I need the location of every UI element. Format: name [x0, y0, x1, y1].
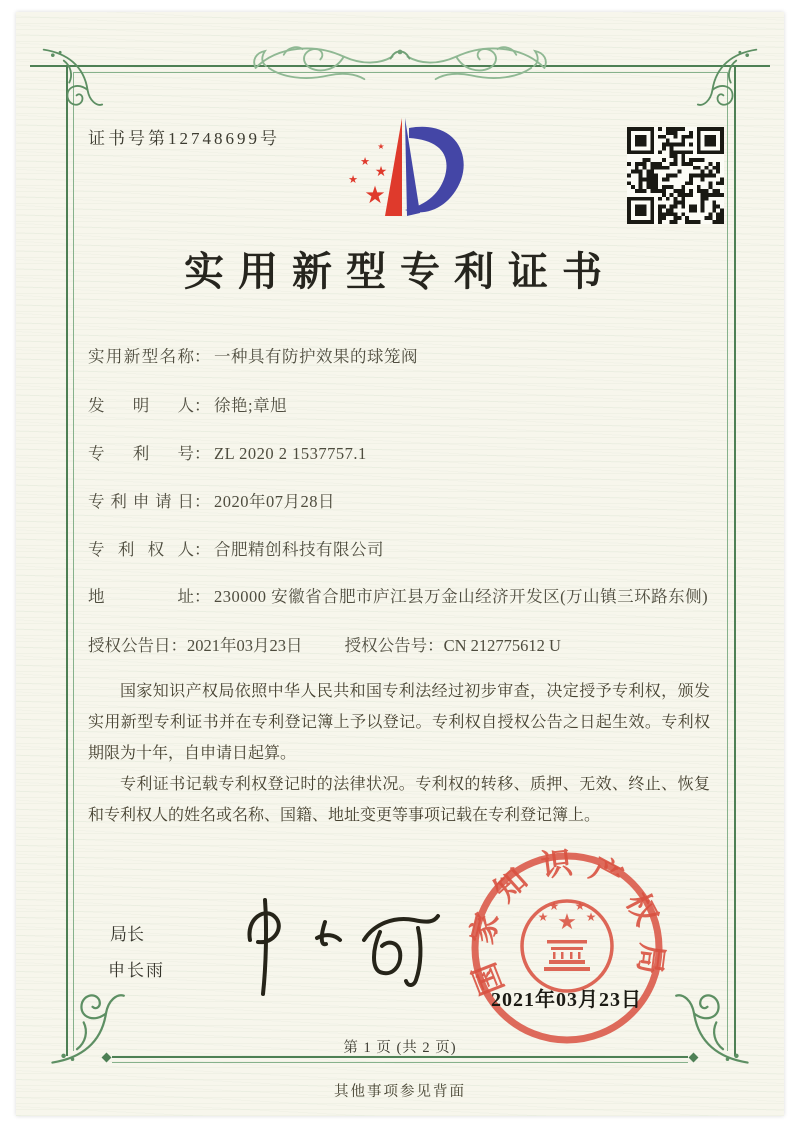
field-colon: ： — [194, 347, 211, 366]
svg-text:★: ★ — [557, 909, 577, 934]
seal-national-emblem — [522, 899, 612, 991]
field-colon: ： — [194, 492, 211, 511]
corner-flourish-top-right — [696, 46, 760, 115]
commissioner-name: 申长雨 — [108, 961, 165, 980]
svg-text:★: ★ — [364, 183, 386, 209]
field-colon: ： — [194, 396, 211, 415]
svg-text:★: ★ — [377, 142, 385, 151]
field-label: 地址 — [88, 587, 194, 606]
top-center-dragon-ornament — [240, 36, 560, 101]
field-row-patent-no — [88, 442, 716, 466]
field-label: 专利权人 — [88, 540, 194, 559]
field-value: ZL 2020 2 1537757.1 — [214, 444, 367, 463]
seal-date: 2021年03月23日 — [491, 989, 642, 1011]
official-seal — [462, 843, 672, 1058]
seal-text: 国家知识产权局 — [464, 844, 671, 1000]
field-label: 专利号 — [88, 444, 194, 463]
field-value: 2020年07月28日 — [214, 492, 335, 511]
svg-text:★: ★ — [360, 156, 370, 168]
field-value: 230000 安徽省合肥市庐江县万金山经济开发区(万山镇三环路东侧) — [214, 587, 709, 606]
field-value: 合肥精创科技有限公司 — [214, 540, 384, 559]
field-label: 发明人 — [88, 396, 194, 415]
field-label: 实用新型名称 — [88, 347, 194, 366]
svg-text:★: ★ — [574, 899, 586, 913]
field-label: 授权公告号 — [344, 636, 428, 655]
field-colon: ： — [194, 587, 211, 606]
field-label: 专利申请日 — [88, 492, 194, 511]
certificate-title: 实用新型专利证书 — [184, 249, 616, 294]
field-colon: ： — [194, 540, 211, 559]
svg-text:★: ★ — [585, 910, 597, 924]
corner-flourish-top-left — [40, 46, 104, 115]
grant-date-group — [88, 634, 303, 658]
legal-text — [88, 676, 710, 831]
cnipa-logo-icon — [335, 104, 475, 239]
grant-no-group — [345, 634, 561, 658]
back-note: 其他事项参见背面 — [334, 1084, 466, 1100]
body-paragraph-2: 专利证书记载专利权登记时的法律状况。专利权的转移、质押、无效、终止、恢复和专利权人的姓名或名称、国籍、地址变更等事项记载在专利登记簿上。 — [88, 776, 710, 824]
svg-text:★: ★ — [537, 910, 549, 924]
field-colon: ： — [427, 636, 444, 655]
svg-text:★: ★ — [348, 174, 358, 186]
field-value: CN 212775612 U — [443, 636, 561, 655]
field-colon: ： — [170, 636, 187, 655]
commissioner-title: 局长 — [110, 925, 144, 944]
body-paragraph-1: 国家知识产权局依照中华人民共和国专利法经过初步审查，决定授予专利权，颁发实用新型专利证书并在专利登记簿上予以登记。专利权自授权公告之日起生效。专利权期限为十年，自申请日起算。 — [88, 683, 710, 762]
field-row-filing-date — [88, 490, 716, 514]
field-value: 一种具有防护效果的球笼阀 — [214, 347, 418, 366]
field-colon: ： — [194, 444, 211, 463]
field-label: 授权公告日 — [88, 636, 171, 655]
field-value: 2021年03月23日 — [187, 636, 303, 655]
qr-code — [627, 127, 724, 224]
svg-text:★: ★ — [548, 899, 560, 913]
field-value: 徐艳;章旭 — [214, 396, 288, 415]
field-row-address — [88, 585, 716, 609]
certificate-number: 证书号第12748699号 — [88, 129, 280, 148]
commissioner-signature — [222, 888, 452, 1008]
page-footer: 第 1 页 (共 2 页) — [343, 1040, 457, 1056]
field-row-grant — [88, 634, 716, 658]
field-row-patentee — [88, 538, 716, 562]
svg-text:★: ★ — [374, 165, 388, 180]
field-row-inventor — [88, 394, 716, 418]
field-row-name — [88, 345, 716, 369]
